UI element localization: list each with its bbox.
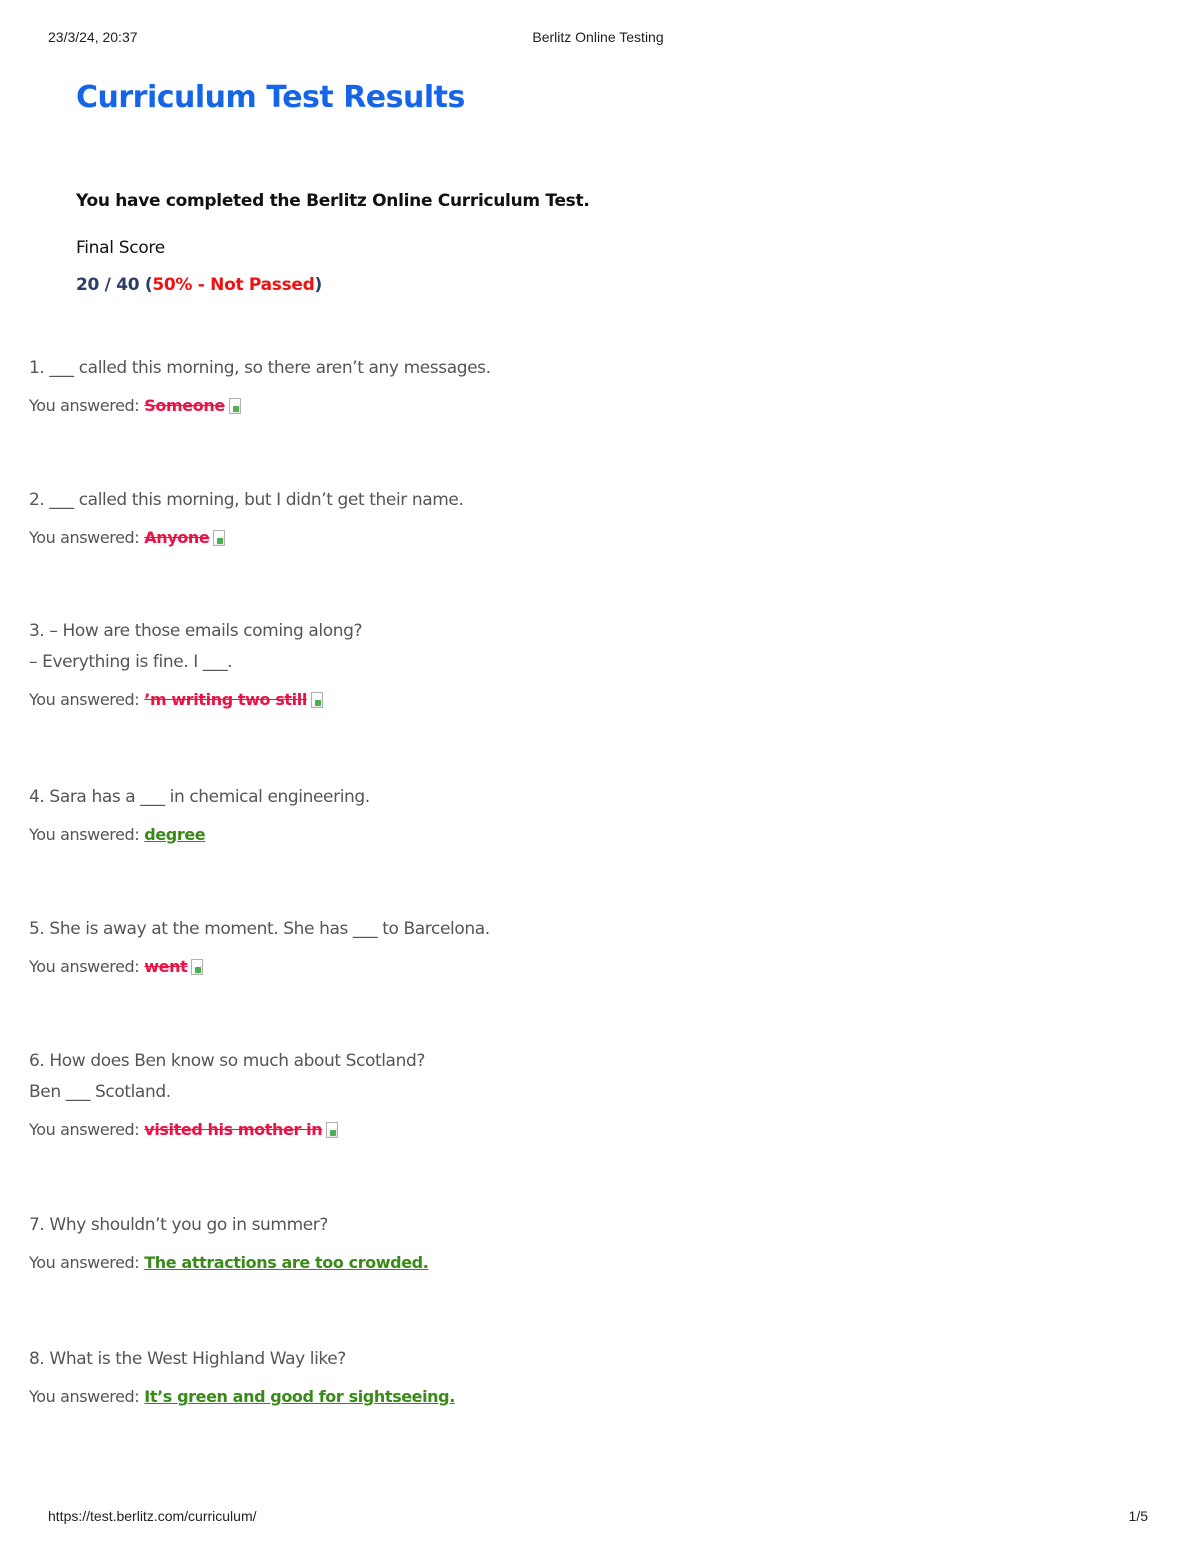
print-page-number: 1/5 <box>1128 1508 1148 1524</box>
broken-image-icon <box>326 1122 338 1138</box>
question-text <box>29 616 362 678</box>
answer-label: You answered: <box>29 690 140 709</box>
question-line: 4. Sara has a ___ in chemical engineering. <box>29 787 370 807</box>
question-line: 3. – How are those emails coming along? <box>29 621 363 641</box>
answer-label: You answered: <box>29 396 140 415</box>
score-paren-open: ( <box>139 275 153 295</box>
answer-row <box>29 528 464 547</box>
answer-value: went <box>144 957 188 976</box>
answer-value: Someone <box>144 396 225 415</box>
question-line: 7. Why shouldn’t you go in summer? <box>29 1215 328 1235</box>
answer-label: You answered: <box>29 1120 140 1139</box>
question-text <box>29 914 490 945</box>
question-item <box>29 353 491 415</box>
question-line: 5. She is away at the moment. She has ___ to Barcelona. <box>29 919 490 939</box>
answer-row <box>29 1387 455 1406</box>
question-line: 6. How does Ben know so much about Scotland? <box>29 1051 425 1071</box>
question-text <box>29 1210 428 1241</box>
final-score <box>76 275 322 295</box>
question-text <box>29 485 464 516</box>
answer-value: Anyone <box>144 528 210 547</box>
answer-label: You answered: <box>29 825 140 844</box>
answer-label: You answered: <box>29 528 140 547</box>
question-item <box>29 1344 455 1406</box>
question-item <box>29 616 362 709</box>
answer-value: ’m writing two still <box>144 690 307 709</box>
page-title: Curriculum Test Results <box>76 80 465 115</box>
answer-row <box>29 396 491 415</box>
answer-value: It’s green and good for sightseeing. <box>144 1387 455 1406</box>
score-paren-close: ) <box>314 275 322 295</box>
question-text <box>29 1344 455 1375</box>
question-text <box>29 782 370 813</box>
question-item <box>29 782 370 844</box>
answer-value: visited his mother in <box>144 1120 323 1139</box>
question-text <box>29 353 491 384</box>
broken-image-icon <box>229 398 241 414</box>
answer-label: You answered: <box>29 1387 140 1406</box>
print-url: https://test.berlitz.com/curriculum/ <box>48 1508 257 1524</box>
score-status: 50% - Not Passed <box>152 275 315 295</box>
question-line: Ben ___ Scotland. <box>29 1082 171 1102</box>
print-page-title: Berlitz Online Testing <box>532 29 664 45</box>
print-datetime: 23/3/24, 20:37 <box>48 29 138 45</box>
question-text <box>29 1046 425 1108</box>
broken-image-icon <box>213 530 225 546</box>
question-line: 8. What is the West Highland Way like? <box>29 1349 346 1369</box>
answer-row <box>29 1253 428 1272</box>
answer-label: You answered: <box>29 1253 140 1272</box>
question-item <box>29 1046 425 1139</box>
question-line: – Everything is fine. I ___. <box>29 652 233 672</box>
answer-row <box>29 690 362 709</box>
question-item <box>29 914 490 976</box>
question-item <box>29 1210 428 1272</box>
answer-row <box>29 825 370 844</box>
results-content <box>76 80 1146 295</box>
question-line: 1. ___ called this morning, so there aren’t any messages. <box>29 358 491 378</box>
final-score-label: Final Score <box>76 238 165 258</box>
answer-row <box>29 957 490 976</box>
broken-image-icon <box>191 959 203 975</box>
score-points: 20 / 40 <box>76 275 140 295</box>
completed-message: You have completed the Berlitz Online Curriculum Test. <box>76 191 590 211</box>
broken-image-icon <box>311 692 323 708</box>
answer-value: The attractions are too crowded. <box>144 1253 429 1272</box>
answer-value: degree <box>144 825 206 844</box>
answer-label: You answered: <box>29 957 140 976</box>
question-item <box>29 485 464 547</box>
answer-row <box>29 1120 425 1139</box>
question-line: 2. ___ called this morning, but I didn’t get their name. <box>29 490 464 510</box>
